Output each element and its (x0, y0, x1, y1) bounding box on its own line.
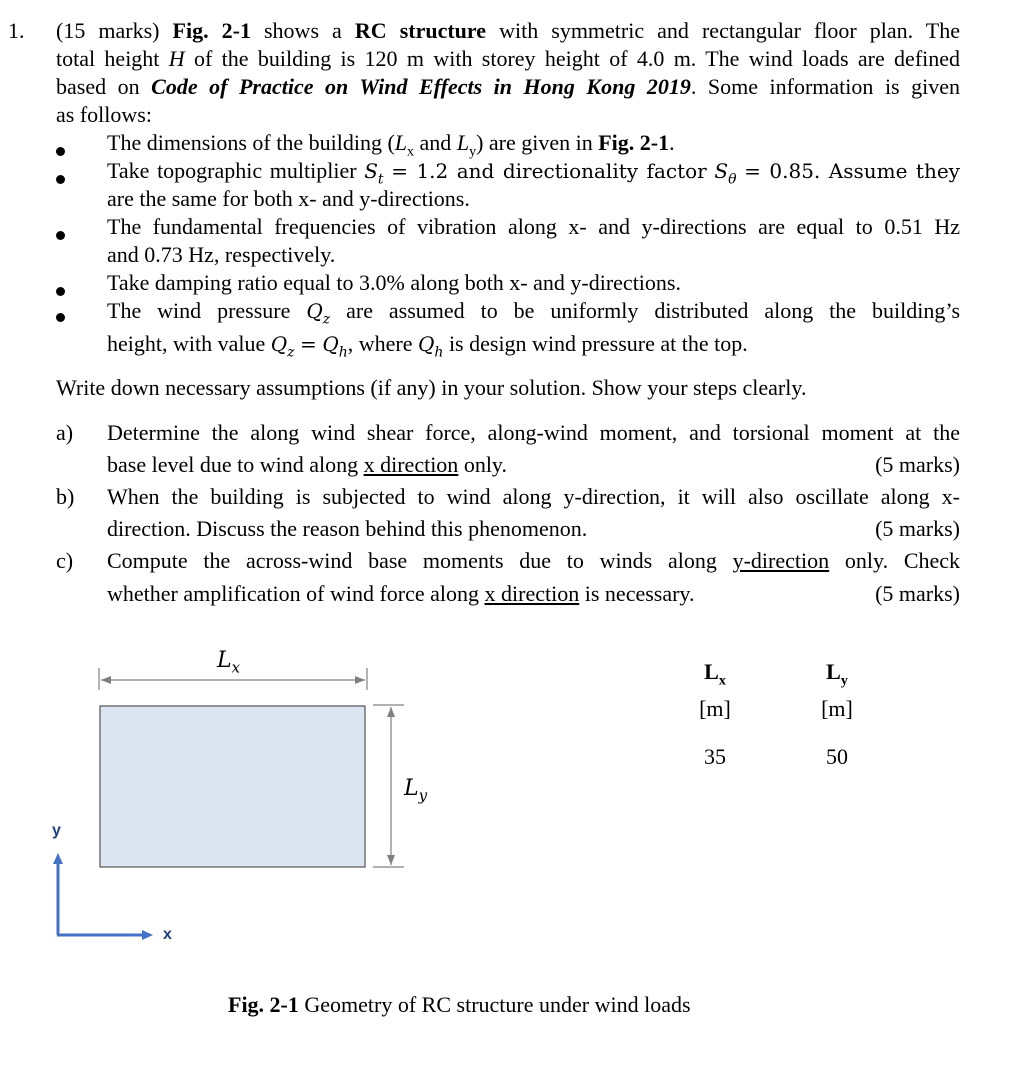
bullet-1: The dimensions of the building ($L_x$ and $L_y$) are given in Fig. 2-1. (107, 130, 675, 160)
structure-type: RC structure (354, 18, 487, 43)
part-c-line-2: whether amplification of wind force along x direction is necessary. (5 marks) (107, 581, 960, 606)
table-col-ly (812, 658, 862, 771)
question-number: 1. (8, 18, 25, 43)
table-value-lx: 35 (704, 744, 726, 770)
axis-y-label: y (52, 822, 61, 839)
bullet-2-line-1: Take topographic multiplier $S_t = 1.2$ and directionality factor $S_\theta = 0.85$. Assume they (107, 158, 960, 188)
part-a-label: a) (56, 420, 74, 445)
floor-plan-rectangle (100, 706, 365, 867)
table-header-ly: $L_y$ (826, 659, 848, 689)
part-b-label: b) (56, 484, 75, 509)
part-b-line-1: When the building is subjected to wind along y-direction, it will also oscillate along x- (107, 484, 960, 509)
table-value-ly: 50 (826, 744, 848, 770)
part-a-line-1: Determine the along wind shear force, along-wind moment, and torsional moment at the (107, 420, 960, 445)
code-title: Code of Practice on Wind Effects in Hong Kong 2019 (151, 74, 691, 99)
part-c-marks: (5 marks) (875, 581, 960, 606)
bullet-2-line-2: are the same for both x- and y-directions. (107, 186, 470, 211)
part-a-line-2: base level due to wind along x direction only. (5 marks) (107, 452, 960, 477)
table-unit-lx: [m] (699, 696, 731, 722)
part-a-marks: (5 marks) (875, 452, 960, 477)
bullet-5-line-2: height, with value $Q_z = Q_h$, where $Q_h$ is design wind pressure at the top. (107, 331, 748, 361)
bullet-4: Take damping ratio equal to 3.0% along both x- and y-directions. (107, 270, 681, 295)
ly-dimension (373, 705, 404, 867)
ly-label: $L_y$ (404, 776, 428, 805)
bullet-5-line-1: The wind pressure $Q_z$ are assumed to be uniformly distributed along the building’s (107, 298, 961, 328)
intro-line-1: (15 marks) Fig. 2-1 shows a RC structure with symmetric and rectangular floor plan. The (56, 18, 960, 43)
intro-line-4: as follows: (56, 102, 152, 127)
axis-x-label: x (163, 926, 172, 943)
lx-label: $L_x$ (217, 648, 241, 677)
part-c-label: c) (56, 548, 74, 573)
table-col-lx (690, 658, 740, 771)
figure-caption: Fig. 2-1 Geometry of RC structure under wind loads (228, 992, 691, 1017)
bullet-3-line-2: and 0.73 Hz, respectively. (107, 242, 336, 267)
table-header-lx: $L_x$ (704, 659, 726, 689)
part-c-line-1: Compute the across-wind base moments due to winds along y-direction only. Check (107, 548, 961, 573)
intro-line-2: total height H of the building is 120 m with storey height of 4.0 m. The wind loads are defined (56, 46, 961, 71)
bullet-3-line-1: The fundamental frequencies of vibration along x- and y-directions are equal to 0.51 Hz (107, 214, 960, 239)
part-b-line-2: direction. Discuss the reason behind this phenomenon. (5 marks) (107, 516, 960, 541)
part-b-marks: (5 marks) (875, 516, 960, 541)
fig-reference: Fig. 2-1 (172, 18, 251, 43)
table-unit-ly: [m] (821, 696, 853, 722)
instruction: Write down necessary assumptions (if any) in your solution. Show your steps clearly. (56, 375, 807, 400)
intro-line-3: based on Code of Practice on Wind Effects in Hong Kong 2019. Some information is given (56, 74, 961, 99)
